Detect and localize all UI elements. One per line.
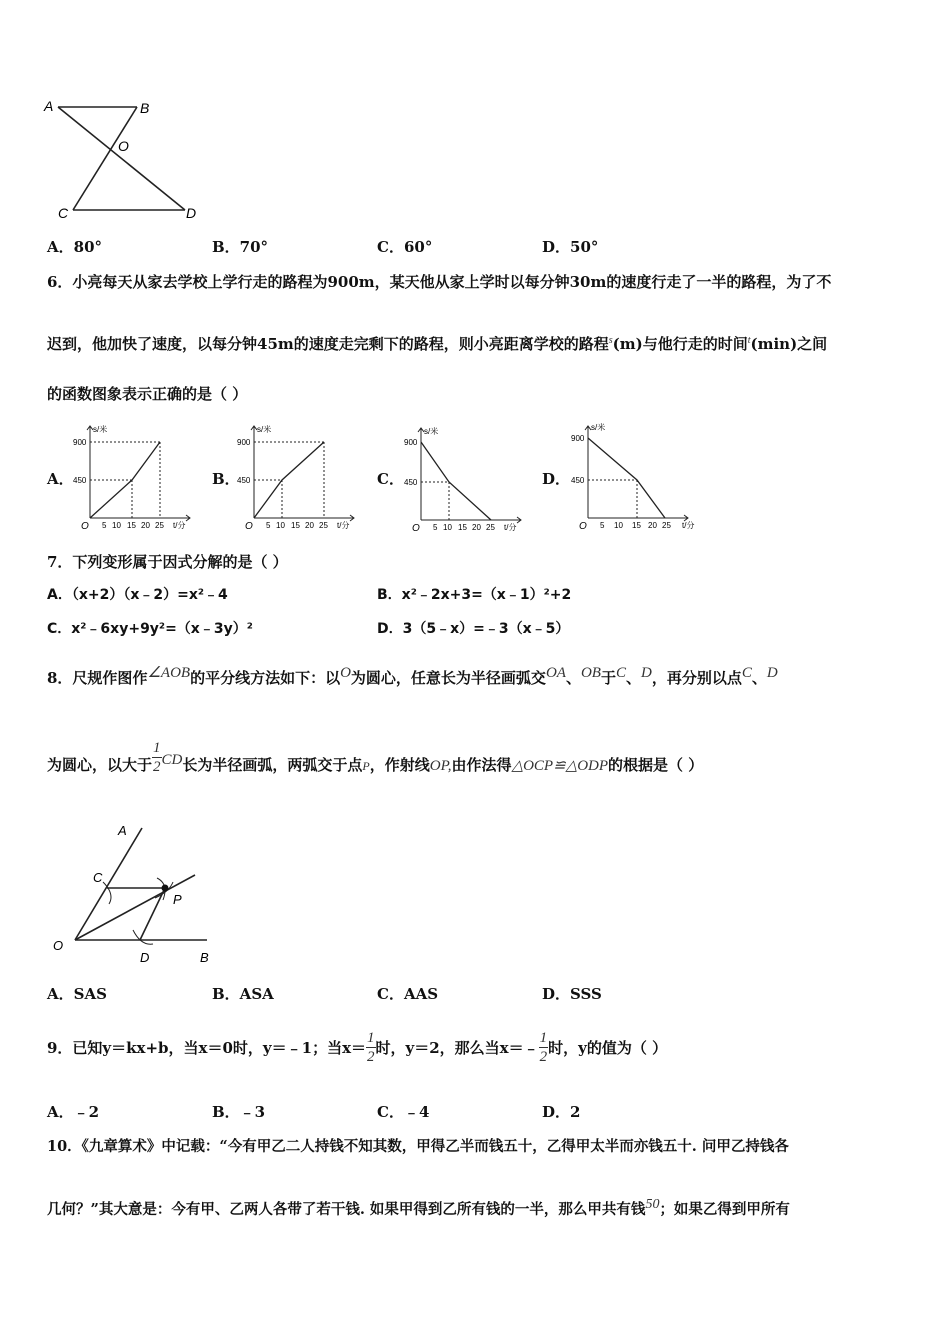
q8-text-4: 于 (600, 669, 616, 687)
x-tick-10: 10 (112, 521, 121, 530)
q6-option-b[interactable]: B． (212, 470, 240, 488)
q8-figure (45, 820, 225, 970)
graph-c (403, 420, 531, 535)
x-tick-25: 25 (319, 521, 328, 530)
graph-line (588, 438, 665, 518)
q6-line-1: 6．小亮每天从家去学校上学行走的路程为900m，某天他从家上学时以每分钟30m的速度行走了一半的路程，为了不 (47, 273, 832, 291)
q9-stem (47, 1018, 667, 1078)
origin-label: O (412, 523, 420, 534)
x-tick-25: 25 (662, 521, 671, 530)
q7-option-a[interactable]: A．（x+2）（x﹣2）=x²﹣4 (47, 587, 228, 603)
y-axis-label: s/米 (93, 425, 108, 434)
q8-var-c2: C (741, 665, 752, 681)
x-tick-5: 5 (433, 523, 438, 532)
x-tick-15: 15 (632, 521, 641, 530)
point-label-c: C (58, 205, 69, 221)
q8-option-a[interactable]: A．SAS (47, 985, 107, 1003)
var-t: t (747, 335, 751, 346)
q8-var-o: O (340, 665, 351, 681)
y-axis-label: s/米 (424, 427, 439, 436)
q8-text-1: 8．尺规作图作 (47, 669, 148, 687)
point-label-o: O (118, 138, 129, 154)
fig-label-d: D (140, 950, 150, 965)
q8-angle: ∠AOB (147, 665, 191, 681)
q8-text-2: 的平分线方法如下：以 (190, 669, 341, 687)
x-tick-20: 20 (305, 521, 314, 530)
q8-frac-num: 1 (153, 739, 161, 756)
y-tick-450: 450 (73, 476, 87, 485)
x-axis-label: t/分 (504, 523, 517, 532)
q5-option-a[interactable]: A．80° (47, 238, 103, 256)
point-label-b: B (140, 100, 150, 116)
q8-text-6: 为圆心，以大于 (47, 756, 153, 774)
q5-option-d[interactable]: D．50° (542, 238, 599, 256)
q8-var-ob: OB (580, 665, 601, 681)
q9-option-c[interactable]: C．﹣4 (377, 1103, 430, 1121)
q8-fraction (152, 739, 162, 776)
q8-sep-2: 、 (625, 669, 641, 687)
fig-label-c: C (93, 870, 103, 885)
x-axis-label: t/分 (173, 521, 186, 530)
q8-line-1 (47, 652, 778, 699)
q5-option-b[interactable]: B．70° (212, 238, 269, 256)
q10-line-2 (47, 1197, 790, 1219)
q8-text-7: 长为半径画弧，两弧交于点 (182, 756, 363, 774)
q10-line-1: 10．《九章算术》中记载：“今有甲乙二人持钱不知其数，甲得乙半而钱五十，乙得甲太半而亦钱五十. 问甲乙持钱各 (47, 1138, 789, 1155)
q7-option-c[interactable]: C．x²﹣6xy+9y²=（x﹣3y）² (47, 621, 253, 637)
q8-var-op: OP, (429, 758, 452, 774)
q6-option-c[interactable]: C． (377, 470, 404, 488)
q8-text-3: 为圆心，任意长为半径画弧交 (350, 669, 546, 687)
x-tick-25: 25 (155, 521, 164, 530)
q6-line-2-b: (m)与他行走的时间 (612, 335, 748, 353)
x-tick-5: 5 (102, 521, 107, 530)
q9-option-b[interactable]: B．﹣3 (212, 1103, 266, 1121)
graph-line (421, 442, 491, 520)
q8-var-c: C (615, 665, 626, 681)
y-tick-450: 450 (571, 476, 585, 485)
graph-line (90, 442, 160, 518)
fig-label-o: O (53, 938, 64, 953)
y-tick-450: 450 (404, 478, 418, 487)
x-tick-20: 20 (141, 521, 150, 530)
y-tick-900: 900 (571, 434, 585, 443)
q8-var-d: D (641, 665, 652, 681)
q7-option-b[interactable]: B．x²﹣2x+3=（x﹣1）²+2 (377, 587, 572, 603)
q7-stem: 7．下列变形属于因式分解的是（ ） (47, 553, 288, 571)
q7-option-d[interactable]: D．3（5﹣x）=﹣3（x﹣5） (377, 621, 570, 637)
q9-text-2: 时，y＝2，那么当x＝﹣ (375, 1039, 539, 1057)
point-label-d: D (186, 205, 197, 221)
q6-line-2-c: (min)之间 (750, 335, 828, 353)
y-tick-900: 900 (73, 438, 87, 447)
q9-option-d[interactable]: D．2 (542, 1103, 581, 1121)
q9-text-3: 时，y的值为（ ） (548, 1039, 668, 1057)
segment-bc (73, 107, 137, 210)
q9-frac-1-num: 1 (367, 1029, 375, 1046)
q8-option-c[interactable]: C．AAS (377, 985, 439, 1003)
q9-fraction-2 (539, 1029, 549, 1066)
y-tick-900: 900 (404, 438, 418, 447)
q9-fraction-1 (366, 1029, 376, 1066)
x-tick-10: 10 (614, 521, 623, 530)
q8-var-cd: CD (161, 752, 183, 768)
q9-text-1: 9．已知y＝kx+b，当x＝0时，y＝﹣1；当x＝ (47, 1039, 367, 1057)
y-tick-900: 900 (237, 438, 251, 447)
x-axis-label: t/分 (682, 521, 695, 530)
q6-option-d[interactable]: D． (542, 470, 571, 488)
fig-label-p: P (173, 892, 182, 907)
q6-option-a[interactable]: A． (47, 470, 74, 488)
point-p (162, 885, 169, 892)
x-tick-5: 5 (266, 521, 271, 530)
q8-congruence: △OCP≌△ODP (511, 758, 609, 774)
origin-label: O (579, 521, 587, 532)
q9-option-a[interactable]: A．﹣2 (47, 1103, 100, 1121)
q9-frac-2-num: 1 (539, 1029, 548, 1046)
graph-line (254, 442, 324, 518)
q8-var-p: P (362, 759, 370, 773)
q8-sep-1: 、 (565, 669, 581, 687)
y-axis-label: s/米 (257, 425, 272, 434)
q6-line-2-a: 迟到，他加快了速度，以每分钟45m的速度走完剩下的路程，则小亮距离学校的路程 (47, 335, 609, 353)
q8-sep-3: 、 (751, 669, 767, 687)
q9-frac-2-den: 2 (539, 1048, 548, 1065)
q5-option-c[interactable]: C．60° (377, 238, 433, 256)
x-tick-25: 25 (486, 523, 495, 532)
q8-text-9: 由作法得 (451, 756, 512, 774)
y-axis-label: s/米 (591, 423, 606, 432)
ray-oa (75, 828, 142, 940)
point-label-a: A (44, 98, 54, 114)
origin-label: O (81, 521, 89, 532)
segment-dp (140, 888, 165, 940)
x-tick-10: 10 (276, 521, 285, 530)
q8-option-d[interactable]: D．SSS (542, 985, 602, 1003)
fig-label-b: B (200, 950, 209, 965)
x-axis-label: t/分 (337, 521, 350, 530)
q8-text-8: ，作射线 (369, 756, 430, 774)
graph-a (72, 418, 200, 533)
x-tick-5: 5 (600, 521, 605, 530)
origin-label: O (245, 521, 253, 532)
q6-line-2 (47, 333, 827, 354)
q5-figure (40, 95, 210, 225)
y-tick-450: 450 (237, 476, 251, 485)
x-tick-15: 15 (127, 521, 136, 530)
q6-line-3: 的函数图象表示正确的是（ ） (47, 385, 248, 403)
q8-text-10: 的根据是（ ） (608, 756, 704, 774)
q8-option-b[interactable]: B．ASA (212, 985, 274, 1003)
fig-label-a: A (118, 823, 127, 838)
q8-line-2 (47, 738, 703, 788)
x-tick-15: 15 (291, 521, 300, 530)
segment-ad (58, 107, 185, 210)
x-tick-20: 20 (472, 523, 481, 532)
q9-frac-1-den: 2 (367, 1048, 375, 1065)
x-tick-10: 10 (443, 523, 452, 532)
q10-text-2: ；如果乙得到甲所有 (659, 1200, 790, 1218)
graph-b (236, 418, 364, 533)
x-tick-20: 20 (648, 521, 657, 530)
graph-d (570, 418, 710, 533)
x-tick-15: 15 (458, 523, 467, 532)
q10-num-50: 50 (645, 1197, 660, 1212)
q8-frac-den: 2 (153, 758, 161, 775)
q8-var-d2: D (766, 665, 778, 681)
q10-text-1: 几何？”其大意是：今有甲、乙两人各带了若干钱. 如果甲得到乙所有钱的一半，那么甲共有钱 (47, 1200, 646, 1218)
q8-text-5: ，再分别以点 (651, 669, 742, 687)
var-s: s (608, 335, 613, 346)
q8-var-oa: OA (545, 665, 566, 681)
